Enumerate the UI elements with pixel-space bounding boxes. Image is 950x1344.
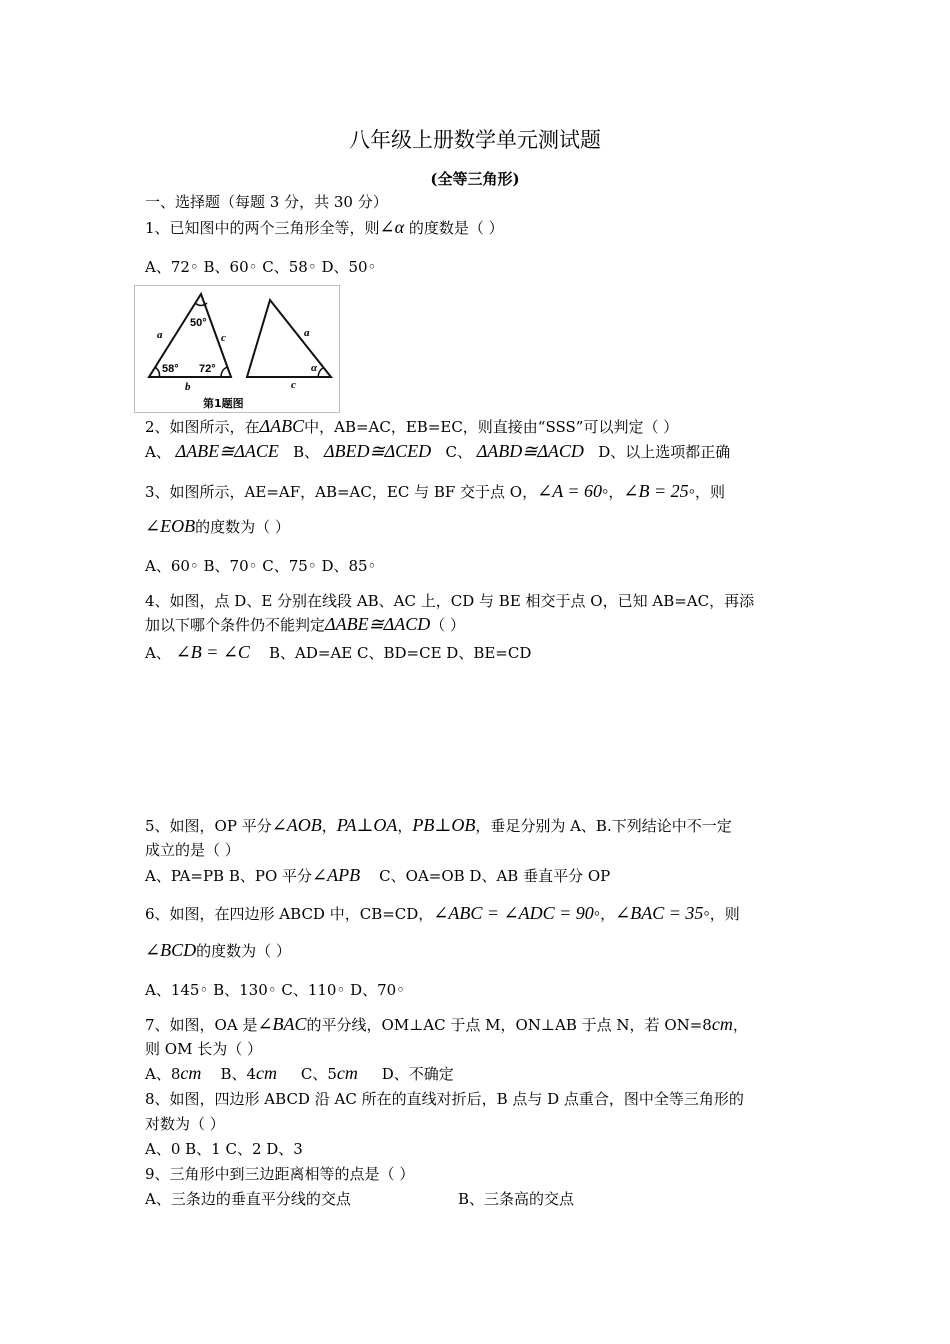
question-1-stem xyxy=(145,217,504,238)
q2-opt-d: D、以上选项都正确 xyxy=(598,443,731,461)
q5-stem-tail: ，垂足分别为 A、B.下列结论中不一定 xyxy=(475,817,732,835)
question-8-line-2: 对数为（ ） xyxy=(145,1115,225,1133)
page-title: 八年级上册数学单元测试题 xyxy=(349,128,601,152)
question-3-stem xyxy=(145,481,725,502)
q3-line2-text: 的度数为（ ） xyxy=(195,518,290,536)
q5-math-3: PB⊥OB xyxy=(412,815,476,835)
q7-opt-b-unit: cm xyxy=(256,1063,278,1083)
q7-stem-text: 7、如图，OA 是 xyxy=(145,1016,258,1034)
angle-top-label: 50° xyxy=(190,317,207,329)
q5-sep-1: ， xyxy=(321,817,337,835)
question-2-options xyxy=(145,441,730,462)
question-4-line-2 xyxy=(145,614,465,635)
q7-opt-a: A、8 xyxy=(145,1065,181,1083)
question-6-options: A、145◦ B、130◦ C、110◦ D、70◦ xyxy=(145,981,406,999)
q7-opt-c-unit: cm xyxy=(336,1063,358,1083)
q3-stem-text: 3、如图所示，AE=AF，AB=AC，EC 与 BF 交于点 O， xyxy=(145,483,538,501)
q4-opt-rest: B、AD=AE C、BD=CE D、BE=CD xyxy=(269,644,532,662)
q4-line2-tail: （ ） xyxy=(430,616,465,634)
question-8-options: A、0 B、1 C、2 D、3 xyxy=(145,1140,303,1158)
q5-opt-a: A、PA=PB B、PO 平分 xyxy=(145,867,313,885)
q9-opt-b: B、三条高的交点 xyxy=(458,1190,575,1208)
question-8-line-1: 8、如图，四边形 ABCD 沿 AC 所在的直线对折后，B 点与 D 点重合，图中全等三角形的 xyxy=(145,1090,744,1108)
q3-stem-tail: ，则 xyxy=(695,483,726,501)
triangle-1-left-angle-arc xyxy=(155,367,160,377)
q6-stem-tail: ，则 xyxy=(709,905,740,923)
q4-line2-math: ΔABE≅ΔACD xyxy=(325,614,431,634)
q7-opt-c: C、5 xyxy=(300,1065,337,1083)
angle-left-label: 58° xyxy=(162,363,179,375)
question-1-figure xyxy=(134,285,340,413)
q5-math-1: ∠AOB xyxy=(271,815,322,835)
q7-opt-d: D、不确定 xyxy=(381,1065,454,1083)
fig2-side-c-label: c xyxy=(291,379,296,391)
alpha-label: α xyxy=(311,362,318,374)
question-6-stem xyxy=(145,903,740,924)
q3-math-1: ∠A = 60◦ xyxy=(537,481,609,501)
side-b-label: b xyxy=(185,381,191,393)
q2-stem-tail: 中，AB=AC，EB=EC，则直接由“SSS”可以判定（ ） xyxy=(304,418,679,436)
question-3-options: A、60◦ B、70◦ C、75◦ D、85◦ xyxy=(145,557,377,575)
question-5-options xyxy=(145,865,610,886)
question-7-options xyxy=(145,1063,454,1084)
q7-unit: cm xyxy=(711,1014,733,1034)
q5-math-2: PA⊥OA xyxy=(336,815,398,835)
q2-stem-text: 2、如图所示，在 xyxy=(145,418,260,436)
q6-sep: ， xyxy=(600,905,616,923)
q4-opt-a-label: A、 xyxy=(145,644,171,662)
question-7-stem xyxy=(145,1014,748,1035)
triangle-2 xyxy=(247,300,331,377)
q6-stem-text: 6、如图，在四边形 ABCD 中，CB=CD， xyxy=(145,905,434,923)
question-5-line-2: 成立的是（ ） xyxy=(145,841,240,859)
q7-math-1: ∠BAC xyxy=(257,1014,307,1034)
q2-opt-a-math: ΔABE≅ΔACE xyxy=(175,441,279,461)
q5-opt-b-math: ∠APB xyxy=(312,865,361,885)
question-2-stem xyxy=(145,416,678,437)
section-heading: 一、选择题（每题 3 分，共 30 分） xyxy=(145,193,388,211)
figure-caption: 第1题图 xyxy=(203,397,244,410)
q2-opt-b-math: ΔBED≅ΔCED xyxy=(323,441,432,461)
q5-opt-rest: C、OA=OB D、AB 垂直平分 OP xyxy=(379,867,611,885)
q5-stem-text: 5、如图，OP 平分 xyxy=(145,817,272,835)
q7-opt-a-unit: cm xyxy=(180,1063,202,1083)
side-a-label: a xyxy=(157,329,163,341)
q9-opt-a: A、三条边的垂直平分线的交点 xyxy=(145,1190,351,1208)
question-3-line-2 xyxy=(145,516,290,537)
q6-math-1: ∠ABC = ∠ADC = 90◦ xyxy=(433,903,601,923)
q2-opt-a-label: A、 xyxy=(145,443,171,461)
question-5-stem xyxy=(145,815,732,836)
page-subtitle: (全等三角形) xyxy=(430,170,520,188)
q6-line2-text: 的度数为（ ） xyxy=(196,942,291,960)
q2-opt-b-label: B、 xyxy=(293,443,320,461)
q2-stem-math: ΔABC xyxy=(259,416,305,436)
q2-opt-c-math: ΔABD≅ΔACD xyxy=(476,441,584,461)
q7-stem-mid: 的平分线，OM⊥AC 于点 M，ON⊥AB 于点 N，若 ON=8 xyxy=(306,1016,712,1034)
q3-sep: ， xyxy=(608,483,624,501)
q7-stem-tail: ， xyxy=(732,1016,748,1034)
q4-line2-text: 加以下哪个条件仍不能判定 xyxy=(145,616,326,634)
question-7-line-2: 则 OM 长为（ ） xyxy=(145,1040,262,1058)
q1-stem-tail: 的度数是（ ） xyxy=(404,219,504,237)
question-6-line-2 xyxy=(145,940,291,961)
q4-opt-a-math: ∠B = ∠C xyxy=(175,642,250,662)
triangle-1-right-angle-arc xyxy=(221,367,227,377)
side-c-label: c xyxy=(221,332,226,344)
angle-right-label: 72° xyxy=(199,363,216,375)
question-4-line-1: 4、如图，点 D、E 分别在线段 AB、AC 上，CD 与 BE 相交于点 O，已知 AB=AC，再添 xyxy=(145,592,755,610)
q1-stem-math: ∠α xyxy=(379,217,405,237)
q2-opt-c-label: C、 xyxy=(445,443,472,461)
q5-sep-2: ， xyxy=(397,817,413,835)
q6-math-2: ∠BAC = 35◦ xyxy=(615,903,710,923)
fig2-side-a-label: a xyxy=(304,327,310,339)
q6-line2-math: ∠BCD xyxy=(145,940,197,960)
question-9-options xyxy=(145,1189,574,1209)
question-4-options xyxy=(145,642,531,663)
q7-opt-b: B、4 xyxy=(220,1065,257,1083)
q3-line2-math: ∠EOB xyxy=(145,516,196,536)
q3-math-2: ∠B = 25◦ xyxy=(623,481,696,501)
q1-stem-text: 1、已知图中的两个三角形全等，则 xyxy=(145,219,380,237)
alpha-angle-arc xyxy=(318,368,323,377)
question-1-options: A、72◦ B、60◦ C、58◦ D、50◦ xyxy=(145,258,377,276)
question-9-stem: 9、三角形中到三边距离相等的点是（ ） xyxy=(145,1165,415,1183)
